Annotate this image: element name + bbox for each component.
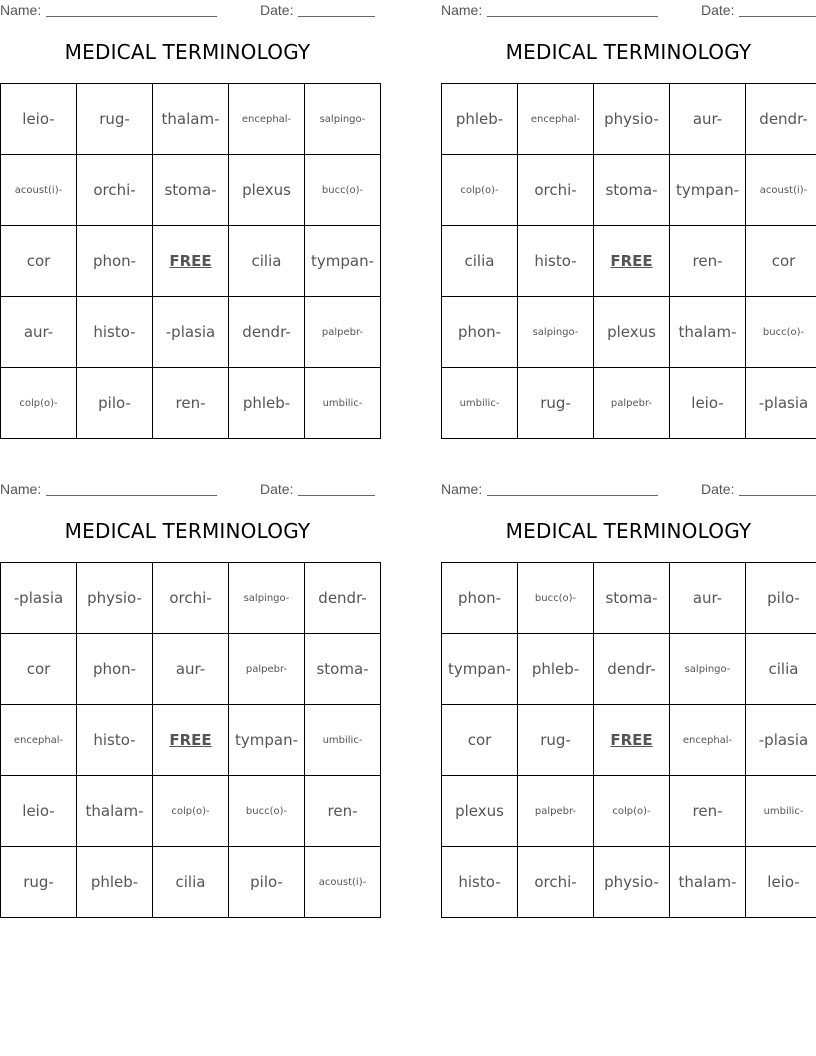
grid-row xyxy=(1,705,381,776)
grid-cell: palpebr- xyxy=(594,368,670,439)
grid-cell: pilo- xyxy=(229,847,305,918)
grid-cell: colp(o)- xyxy=(442,155,518,226)
name-blank[interactable] xyxy=(46,16,217,17)
grid-cell: physio- xyxy=(594,847,670,918)
grid-cell: dendr- xyxy=(229,297,305,368)
grid-cell: colp(o)- xyxy=(153,776,229,847)
grid-cell: umbilic- xyxy=(746,776,816,847)
grid-cell: cilia xyxy=(442,226,518,297)
grid-cell: bucc(o)- xyxy=(229,776,305,847)
grid-cell: stoma- xyxy=(153,155,229,226)
bingo-card-4 xyxy=(441,479,816,909)
grid-cell: plexus xyxy=(594,297,670,368)
grid-cell: leio- xyxy=(746,847,816,918)
grid-cell: thalam- xyxy=(670,297,746,368)
grid-cell: acoust(i)- xyxy=(305,847,381,918)
grid-cell: phleb- xyxy=(518,634,594,705)
grid-cell: salpingo- xyxy=(518,297,594,368)
grid-cell: stoma- xyxy=(594,563,670,634)
grid-cell: umbilic- xyxy=(305,705,381,776)
grid-cell: rug- xyxy=(1,847,77,918)
grid-cell: palpebr- xyxy=(305,297,381,368)
grid-cell: palpebr- xyxy=(518,776,594,847)
grid-cell: stoma- xyxy=(594,155,670,226)
grid-cell: bucc(o)- xyxy=(305,155,381,226)
grid-cell: histo- xyxy=(442,847,518,918)
grid-cell: thalam- xyxy=(77,776,153,847)
grid-cell: thalam- xyxy=(670,847,746,918)
grid-row xyxy=(1,226,381,297)
free-cell: FREE xyxy=(594,705,670,776)
grid-cell: orchi- xyxy=(518,847,594,918)
name-label: Name: xyxy=(441,2,483,18)
grid-row xyxy=(442,226,816,297)
name-label: Name: xyxy=(441,481,483,497)
grid-row xyxy=(442,776,816,847)
grid-row xyxy=(442,634,816,705)
grid-cell: tympan- xyxy=(305,226,381,297)
grid-cell: encephal- xyxy=(518,84,594,155)
free-cell: FREE xyxy=(594,226,670,297)
card-title: MEDICAL TERMINOLOGY xyxy=(505,519,752,543)
free-cell: FREE xyxy=(153,226,229,297)
grid-cell: phleb- xyxy=(229,368,305,439)
grid-cell: umbilic- xyxy=(305,368,381,439)
grid-cell: acoust(i)- xyxy=(746,155,816,226)
grid-row xyxy=(1,368,381,439)
grid-row xyxy=(1,155,381,226)
grid-row xyxy=(1,847,381,918)
bingo-grid xyxy=(0,83,381,439)
grid-cell: salpingo- xyxy=(670,634,746,705)
grid-cell: plexus xyxy=(442,776,518,847)
grid-cell: dendr- xyxy=(746,84,816,155)
grid-row xyxy=(442,368,816,439)
grid-row xyxy=(442,563,816,634)
grid-cell: cilia xyxy=(153,847,229,918)
grid-cell: physio- xyxy=(594,84,670,155)
bingo-card-3 xyxy=(0,479,375,909)
grid-cell: aur- xyxy=(1,297,77,368)
grid-cell: cor xyxy=(442,705,518,776)
name-label: Name: xyxy=(0,481,42,497)
card-title: MEDICAL TERMINOLOGY xyxy=(64,40,311,64)
grid-cell: bucc(o)- xyxy=(518,563,594,634)
grid-cell: ren- xyxy=(305,776,381,847)
grid-cell: -plasia xyxy=(746,368,816,439)
grid-cell: umbilic- xyxy=(442,368,518,439)
bingo-grid xyxy=(0,562,381,918)
grid-cell: palpebr- xyxy=(229,634,305,705)
grid-cell: acoust(i)- xyxy=(1,155,77,226)
grid-cell: colp(o)- xyxy=(594,776,670,847)
date-label: Date: xyxy=(701,2,735,18)
name-blank[interactable] xyxy=(487,495,658,496)
grid-cell: -plasia xyxy=(1,563,77,634)
grid-cell: phon- xyxy=(442,563,518,634)
bingo-card-1 xyxy=(0,0,375,430)
grid-cell: pilo- xyxy=(77,368,153,439)
grid-cell: salpingo- xyxy=(305,84,381,155)
grid-cell: rug- xyxy=(77,84,153,155)
grid-cell: ren- xyxy=(670,226,746,297)
grid-cell: rug- xyxy=(518,705,594,776)
date-label: Date: xyxy=(701,481,735,497)
grid-cell: rug- xyxy=(518,368,594,439)
date-blank[interactable] xyxy=(298,495,375,496)
grid-cell: -plasia xyxy=(746,705,816,776)
grid-cell: ren- xyxy=(670,776,746,847)
card-title: MEDICAL TERMINOLOGY xyxy=(505,40,752,64)
grid-cell: phon- xyxy=(442,297,518,368)
grid-cell: -plasia xyxy=(153,297,229,368)
grid-cell: stoma- xyxy=(305,634,381,705)
grid-cell: histo- xyxy=(518,226,594,297)
name-blank[interactable] xyxy=(487,16,658,17)
grid-cell: phon- xyxy=(77,634,153,705)
grid-cell: cilia xyxy=(229,226,305,297)
grid-cell: leio- xyxy=(1,776,77,847)
grid-cell: histo- xyxy=(77,297,153,368)
grid-cell: tympan- xyxy=(442,634,518,705)
grid-cell: dendr- xyxy=(305,563,381,634)
grid-row xyxy=(1,84,381,155)
grid-row xyxy=(442,847,816,918)
bingo-grid xyxy=(441,83,816,439)
free-cell: FREE xyxy=(153,705,229,776)
grid-cell: cor xyxy=(1,634,77,705)
grid-cell: colp(o)- xyxy=(1,368,77,439)
grid-cell: tympan- xyxy=(670,155,746,226)
grid-cell: orchi- xyxy=(77,155,153,226)
name-date-line xyxy=(0,0,375,20)
grid-cell: orchi- xyxy=(153,563,229,634)
grid-row xyxy=(1,634,381,705)
grid-cell: cilia xyxy=(746,634,816,705)
grid-cell: aur- xyxy=(153,634,229,705)
grid-cell: salpingo- xyxy=(229,563,305,634)
grid-row xyxy=(442,155,816,226)
grid-cell: orchi- xyxy=(518,155,594,226)
grid-cell: encephal- xyxy=(1,705,77,776)
date-blank[interactable] xyxy=(739,16,816,17)
grid-cell: phleb- xyxy=(442,84,518,155)
name-label: Name: xyxy=(0,2,42,18)
name-date-line xyxy=(0,479,375,499)
grid-row xyxy=(1,776,381,847)
name-date-line xyxy=(441,0,816,20)
grid-cell: cor xyxy=(1,226,77,297)
grid-row xyxy=(442,297,816,368)
grid-cell: leio- xyxy=(670,368,746,439)
grid-cell: physio- xyxy=(77,563,153,634)
grid-cell: ren- xyxy=(153,368,229,439)
name-date-line xyxy=(441,479,816,499)
bingo-card-2 xyxy=(441,0,816,430)
grid-cell: thalam- xyxy=(153,84,229,155)
card-title: MEDICAL TERMINOLOGY xyxy=(64,519,311,543)
grid-cell: pilo- xyxy=(746,563,816,634)
grid-cell: histo- xyxy=(77,705,153,776)
grid-cell: cor xyxy=(746,226,816,297)
grid-cell: encephal- xyxy=(670,705,746,776)
grid-cell: plexus xyxy=(229,155,305,226)
grid-cell: aur- xyxy=(670,84,746,155)
bingo-grid xyxy=(441,562,816,918)
grid-cell: phon- xyxy=(77,226,153,297)
grid-cell: leio- xyxy=(1,84,77,155)
grid-cell: dendr- xyxy=(594,634,670,705)
grid-cell: bucc(o)- xyxy=(746,297,816,368)
grid-cell: phleb- xyxy=(77,847,153,918)
grid-row xyxy=(1,297,381,368)
grid-cell: tympan- xyxy=(229,705,305,776)
date-blank[interactable] xyxy=(739,495,816,496)
date-label: Date: xyxy=(260,481,294,497)
grid-row xyxy=(442,84,816,155)
grid-row xyxy=(1,563,381,634)
grid-row xyxy=(442,705,816,776)
date-blank[interactable] xyxy=(298,16,375,17)
grid-cell: encephal- xyxy=(229,84,305,155)
grid-cell: aur- xyxy=(670,563,746,634)
date-label: Date: xyxy=(260,2,294,18)
name-blank[interactable] xyxy=(46,495,217,496)
